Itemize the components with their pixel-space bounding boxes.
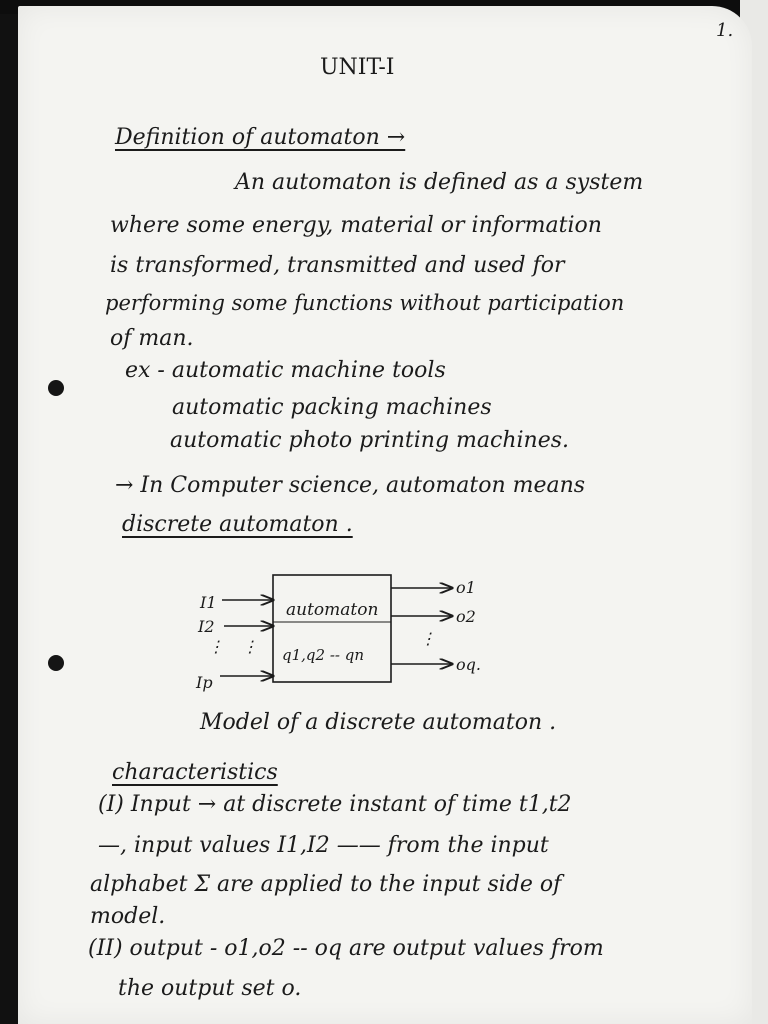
example-line-1: ex - automatic machine tools <box>125 358 446 383</box>
example-line-3: automatic photo printing machines. <box>170 428 570 453</box>
definition-line-5: of man. <box>110 326 194 351</box>
characteristics-line-6: the output set o. <box>118 976 302 1001</box>
page-title: UNIT-I <box>320 55 395 80</box>
input-label-2: I2 <box>198 617 215 636</box>
cs-note-line-2: discrete automaton . <box>122 512 353 537</box>
box-label: automaton <box>286 600 379 620</box>
binder-hole-bottom <box>48 655 64 671</box>
output-label-q: oq. <box>456 655 481 674</box>
characteristics-line-3: alphabet Σ are applied to the input side of <box>90 872 562 897</box>
input-dots-1: ⋮ <box>208 637 224 656</box>
definition-title: Definition of automaton → <box>115 125 406 150</box>
cs-note-line-1: → In Computer science, automaton means <box>115 473 586 498</box>
input-label-1: I1 <box>200 593 217 612</box>
definition-line-2: where some energy, material or information <box>110 213 602 238</box>
page-number: 1. <box>716 20 734 41</box>
output-dots: ⋮ <box>420 629 436 648</box>
characteristics-title: characteristics <box>112 760 278 785</box>
diagram-caption: Model of a discrete automaton . <box>200 710 557 735</box>
input-dots-2: ⋮ <box>242 637 258 656</box>
definition-line-1: An automaton is defined as a system <box>235 170 644 195</box>
automaton-model-diagram <box>190 560 510 700</box>
definition-line-3: is transformed, transmitted and used for <box>110 253 565 278</box>
box-states: q1,q2 -- qn <box>282 646 364 664</box>
characteristics-line-1: (I) Input → at discrete instant of time t1,t2 <box>98 792 572 817</box>
input-label-p: Ip <box>196 673 213 692</box>
output-label-2: o2 <box>456 607 476 626</box>
characteristics-line-5: (II) output - o1,o2 -- oq are output values from <box>88 936 604 961</box>
characteristics-line-4: model. <box>90 904 166 929</box>
definition-line-4: performing some functions without participation <box>105 291 625 315</box>
automaton-box <box>273 575 391 682</box>
output-label-1: o1 <box>456 578 476 597</box>
binder-hole-top <box>48 380 64 396</box>
characteristics-line-2: —, input values I1,I2 —— from the input <box>98 833 549 858</box>
example-line-2: automatic packing machines <box>172 395 492 420</box>
